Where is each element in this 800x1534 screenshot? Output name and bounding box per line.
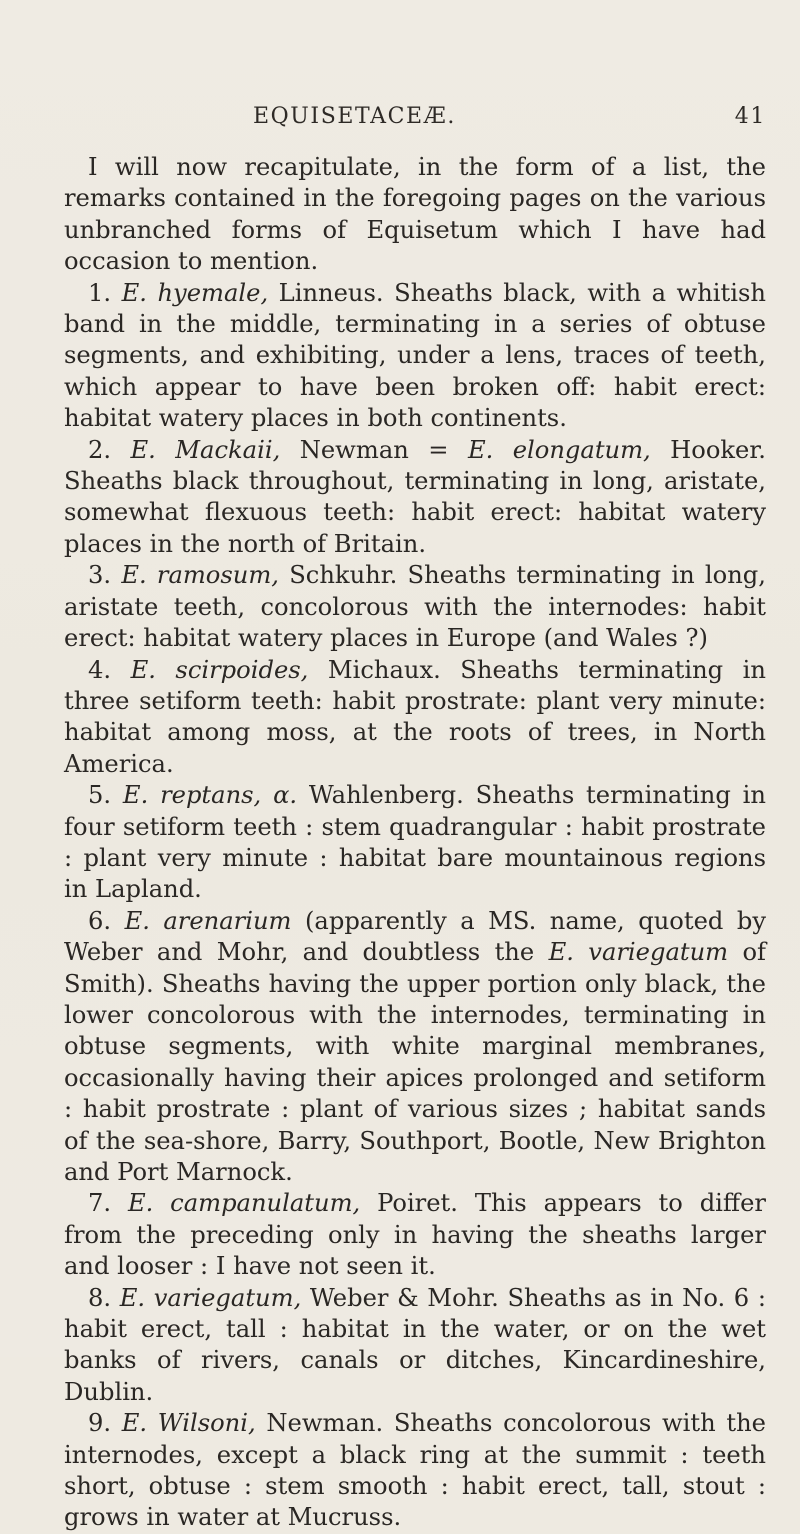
list-item [64, 906, 766, 1189]
species-name: E. scirpoides, [130, 655, 309, 684]
list-item [64, 1283, 766, 1409]
item-number: 2. [88, 435, 112, 464]
item-number: 3. [88, 561, 112, 590]
item-number: 5. [88, 781, 112, 810]
species-name: E. ramosum, [121, 561, 279, 590]
item-description: Linneus. Sheaths black, with a whitish band in the middle, terminating in a series of obtuse segments, and exhibiting, under a lens, traces of teeth, which appear to have been broken off: habit erect: habitat watery places in both continents. [64, 278, 766, 433]
item-number: 7. [88, 1189, 112, 1218]
page-number: 41 [734, 104, 766, 129]
species-name: E. hyemale, [121, 278, 269, 307]
species-name: E. Mackaii, [130, 435, 281, 464]
species-name: E. campanulatum, [127, 1189, 361, 1218]
list-item [64, 1408, 766, 1534]
species-synonym: E. elongatum, [467, 435, 651, 464]
item-description: Wahlenberg. Sheaths terminating in four setiform teeth : stem quadrangular : habit prostrate : plant very minute : habitat bare mountainous regions in Lapland. [64, 781, 766, 904]
item-description: Poiret. This appears to differ from the preceding only in having the sheaths larger and looser : I have not seen it. [64, 1189, 766, 1281]
item-description-continued: of Smith). Sheaths having the upper portion only black, the lower concolorous with the internodes, terminating in obtuse segments, with white marginal membranes, occasionally having their apices prolonged and setiform : habit prostrate : plant of various sizes ; habitat sands of the sea-shore, Barry, Southport, Bootle, New Brighton and Port Marnock. [64, 938, 767, 1186]
item-description: Schkuhr. Sheaths terminating in long, aristate teeth, concolorous with the internodes: habit erect: habitat watery places in Europe (and Wales ?) [64, 561, 766, 653]
list-item [64, 278, 766, 435]
species-name: E. variegatum, [119, 1283, 302, 1312]
list-item [64, 655, 766, 781]
species-name: E. arenarium [124, 906, 292, 935]
list-item [64, 780, 766, 906]
body-text [64, 152, 766, 1534]
item-number: 8. [88, 1283, 112, 1312]
item-number: 6. [88, 906, 112, 935]
list-item [64, 435, 766, 561]
intro-paragraph: I will now recapitulate, in the form of a list, the remarks contained in the foregoing pages on the various unbranched forms of Equisetum which I have had occasion to mention. [64, 153, 766, 276]
species-name: E. reptans, α. [122, 781, 298, 810]
running-title: EQUISETACEÆ. [253, 104, 456, 129]
item-description: (apparently a MS. name, quoted by Weber and Mohr, and doubtless the [64, 906, 766, 967]
list-item [64, 560, 766, 654]
item-description: Weber & Mohr. Sheaths as in No. 6 : habit erect, tall : habitat in the water, or on the wet banks of rivers, canals or ditches, Kincardineshire, Dublin. [64, 1283, 766, 1406]
running-head [65, 104, 766, 138]
item-number: 9. [88, 1409, 112, 1438]
item-description: Newman. Sheaths concolorous with the internodes, except a black ring at the summit : teeth short, obtuse : stem smooth : habit erect, tall, stout : grows in water at Mucruss. [64, 1409, 766, 1532]
item-description-continued: Hooker. Sheaths black throughout, terminating in long, aristate, somewhat flexuous teeth: habit erect: habitat watery places in the north of Britain. [64, 435, 766, 558]
species-name: E. Wilsoni, [121, 1409, 256, 1438]
item-number: 4. [88, 655, 112, 684]
item-description: Michaux. Sheaths terminating in three setiform teeth: habit prostrate: plant very minute: habitat among moss, at the roots of trees, in North America. [64, 655, 766, 778]
list-item [64, 1188, 766, 1282]
species-synonym: E. variegatum [548, 938, 729, 967]
item-number: 1. [88, 278, 112, 307]
item-description: Newman = [280, 435, 468, 464]
